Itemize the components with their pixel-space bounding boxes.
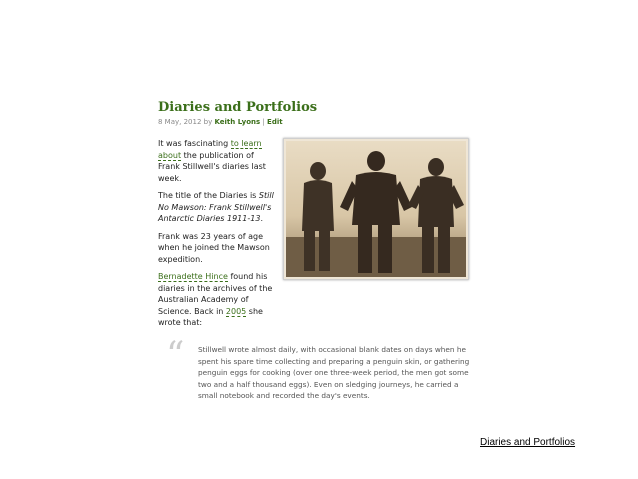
author-link[interactable]: Keith Lyons [214,118,261,126]
paragraph-3: Frank was 23 years of age when he joined the Mawson expedition. [158,231,270,264]
meta-separator: | [262,118,265,126]
post-title[interactable]: Diaries and Portfolios [158,100,318,115]
post-date: 8 May, 2012 [158,118,202,126]
photo-image [286,141,466,277]
slide-caption: Diaries and Portfolios [480,437,576,448]
post-by: by [203,118,213,126]
year-2005-link[interactable]: 2005 [225,306,247,316]
quote-text: Stillwell wrote almost daily, with occasional blank dates on days when he spent his spare time collecting and preparing a penguin skin, or gathering penguin eggs for cooking (over one three-week period, the men got some two and a half thousand eggs). Even on sledging journeys, he carried a small notebook and recorded the day's events. [198,345,470,401]
expedition-photo [283,138,469,280]
edit-link[interactable]: Edit [267,118,283,126]
to-learn-about-link[interactable]: to learn about [158,139,262,160]
post-meta [158,117,478,127]
bernadette-hince-link[interactable]: Bernadette Hince [158,272,228,281]
quote-mark-icon: “ [166,335,185,376]
paragraph-4: Bernadette Hince found his diaries in the archives of the Australian Academy of Science. Back in 2005 she wrote that: [158,272,273,327]
diary-title: Still No Mawson: Frank Stillwell's Antarctic Diaries 1911-13 [158,191,274,223]
blog-post [158,100,478,401]
paragraph-2: The title of the Diaries is Still No Mawson: Frank Stillwell's Antarctic Diaries 1911-13. [158,191,274,223]
post-content [158,138,478,401]
blockquote [166,335,476,402]
paragraph-1: It was fascinating to learn about the publication of Frank Stillwell's diaries last week. [158,139,266,183]
